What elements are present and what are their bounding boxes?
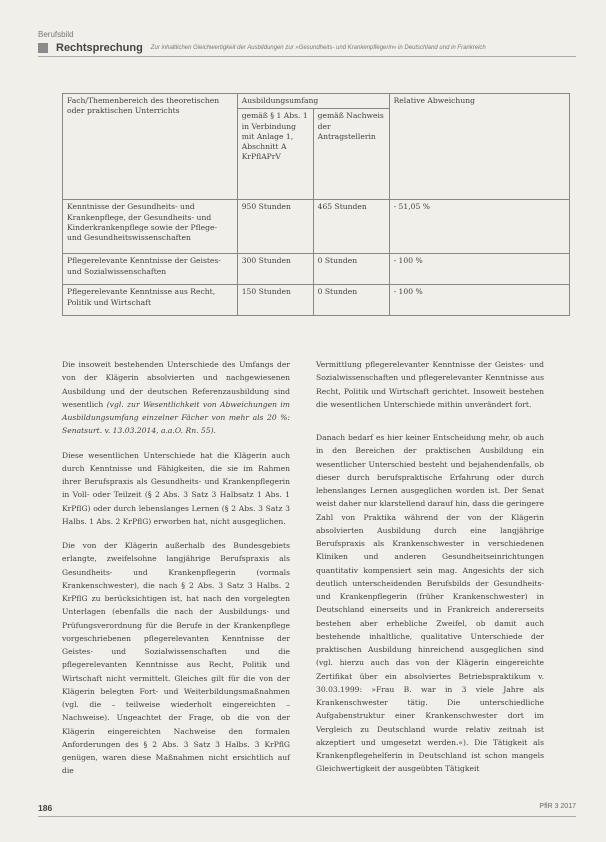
row-required: 950 Stunden	[237, 200, 313, 254]
row-proof: 0 Stunden	[313, 254, 389, 285]
paragraph: Vermittlung pflegerelevanter Kenntnisse der Geistes- und Sozialwissenschaften und pflegerelevanter Kenntnisse aus Recht, Politik und Wirtschaft gerichtet. Insoweit bestehen die wesentlichen Unterschiede mithin unverändert fort.	[316, 360, 544, 409]
row-deviation: - 51,05 %	[389, 200, 569, 254]
header-divider	[38, 56, 576, 57]
row-subject: Kenntnisse der Gesundheits- und Krankenpflege, der Gesundheits- und Kinderkrankenpflege sowie der Pflege- und Gesundheitswissenschaften	[63, 200, 238, 254]
header-subject: Fach/Themenbereich des theoretischen oder praktischen Unterrichts	[63, 94, 238, 200]
comparison-table	[62, 93, 570, 316]
header-deviation: Relative Abweichung	[389, 94, 569, 200]
text-column-right	[316, 358, 544, 787]
section-marker-icon	[38, 43, 48, 53]
paragraph: Diese wesentlichen Unterschiede hat die Klägerin auch durch Kenntnisse und Fähigkeiten, die sie im Rahmen ihrer Berufspraxis als Gesundheits- und Krankenpflegerin in Voll- oder Teilzeit (§ 2 Abs. 3 Satz 3 Halbsatz 1 Abs. 1 KrPflG) oder durch lebenslanges Lernen (§ 2 Abs. 3 Satz 3 Halbs. 1 Abs. 2 KrPflG) erworben hat, nicht ausgeglichen.	[62, 450, 290, 526]
header-kicker: Berufsbild	[38, 30, 74, 39]
row-subject: Pflegerelevante Kenntnisse der Geistes- und Sozialwissenschaften	[63, 254, 238, 285]
header-proof: gemäß Nachweis der Antragstellerin	[313, 109, 389, 200]
table-row	[63, 285, 570, 316]
section-subtitle: Zur inhaltlichen Gleichwertigkeit der Ausbildungen zur »Gesundheits- und Krankenpflegerin« in Deutschland und in Frankreich	[150, 45, 486, 51]
row-required: 150 Stunden	[237, 285, 313, 316]
citation: (vgl. zur Wesentlichkeit von Abweichungen im Ausbildungsumfang einzelner Fächer von mehr als 20 %: Senatsurt. v. 13.03.2014, a.a.O. Rn. 55).	[62, 399, 290, 436]
paragraph-text: Die insoweit bestehenden Unterschiede des Umfangs der von der Klägerin absolvierten und nachgewiesenen Ausbildung und der deutschen Referenzausbildung sind wesentlich	[62, 360, 290, 409]
header-bar	[38, 42, 486, 54]
issue-label: PflR 3 2017	[539, 803, 576, 810]
row-deviation: - 100 %	[389, 254, 569, 285]
paragraph: Die von der Klägerin außerhalb des Bundesgebiets erlangte, zweifelsohne langjährige Berufspraxis als Gesundheits- und Krankenpflegerin (vormals Krankenschwester), die nach § 2 Abs. 3 Satz 3 Halbs. 2 KrPflG zu berücksichtigen ist, hat nach den vorgelegten Unterlagen (ebenfalls die nach der Ausbildungs- und Prüfungsverordnung für die Berufe in der Krankenpflege vorgeschriebenen pflegerelevanten Kenntnisse der Geistes- und Sozialwissenschaften und die pflegerelevanten Kenntnisse aus Recht, Politik und Wirtschaft nicht vermittelt. Gleiches gilt für die von der Klägerin belegten Fort- und Weiterbildungsmaßnahmen (vgl. die – teilweise wiederholt eingereichten – Nachweise). Ungeachtet der Frage, ob die von der Klägerin eingereichten Nachweise den formalen Anforderungen des § 2 Abs. 3 Satz 3 Halbs. 3 KrPflG genügen, waren diese Maßnahmen nicht ersichtlich auf die	[62, 541, 290, 776]
section-title: Rechtsprechung	[56, 42, 143, 54]
row-deviation: - 100 %	[389, 285, 569, 316]
footer-divider	[38, 816, 576, 817]
paragraph: Danach bedarf es hier keiner Entscheidung mehr, ob auch in den Bereichen der praktischen Ausbildung ein wesentlicher Unterschied besteht und bejahendenfalls, ob dieser durch berufspraktische Erfahrung oder durch lebenslanges Lernen ausgeglichen worden ist. Der Senat weist daher nur klarstellend darauf hin, dass die geringere Zahl von Praktika während der von der Klägerin absolvierten Ausbildung durch eine langjährige Berufspraxis als Krankenschwester in verschiedenen Kliniken und anderen Gesundheitseinrichtungen quantitativ kompensiert sein mag. Angesichts der sich deutlich unterscheidenden Berufsbilds der Gesundheits- und Krankenpflegerin (früher Krankenschwester) in Deutschland einerseits und in Frankreich andererseits bestehen aber erhebliche Zweifel, ob damit auch bestehende inhaltliche, qualitative Unterschiede der praktischen Ausbildung hinreichend ausgeglichen sind (vgl. hierzu auch das von der Klägerin eingereichte Zertifikat über ein absolviertes Betriebspraktikum v. 30.03.1999: »Frau B. war in 3 viele Jahre als Krankenschwester tätig. Die unterschiedliche Aufgabenstruktur einer Krankenschwester dort im Vergleich zu Deutschland wurde relativ zeitnah ist akzeptiert und umgesetzt werden.«). Die Tätigkeit als Krankenpflegehelferin in Deutschland ist schon mangels Gleichwertigkeit der ausgeübten Tätigkeit	[316, 433, 544, 774]
header-required: gemäß § 1 Abs. 1 in Verbindung mit Anlage 1, Abschnitt A KrPflAPrV	[237, 109, 313, 200]
table-row	[63, 254, 570, 285]
table-header-row	[63, 94, 570, 109]
text-column-left	[62, 358, 290, 789]
row-required: 300 Stunden	[237, 254, 313, 285]
page-number: 186	[38, 803, 53, 813]
row-proof: 0 Stunden	[313, 285, 389, 316]
table-row	[63, 200, 570, 254]
row-proof: 465 Stunden	[313, 200, 389, 254]
header-hours: Ausbildungsumfang	[237, 94, 389, 109]
row-subject: Pflegerelevante Kenntnisse aus Recht, Politik und Wirtschaft	[63, 285, 238, 316]
paragraph	[62, 358, 290, 438]
